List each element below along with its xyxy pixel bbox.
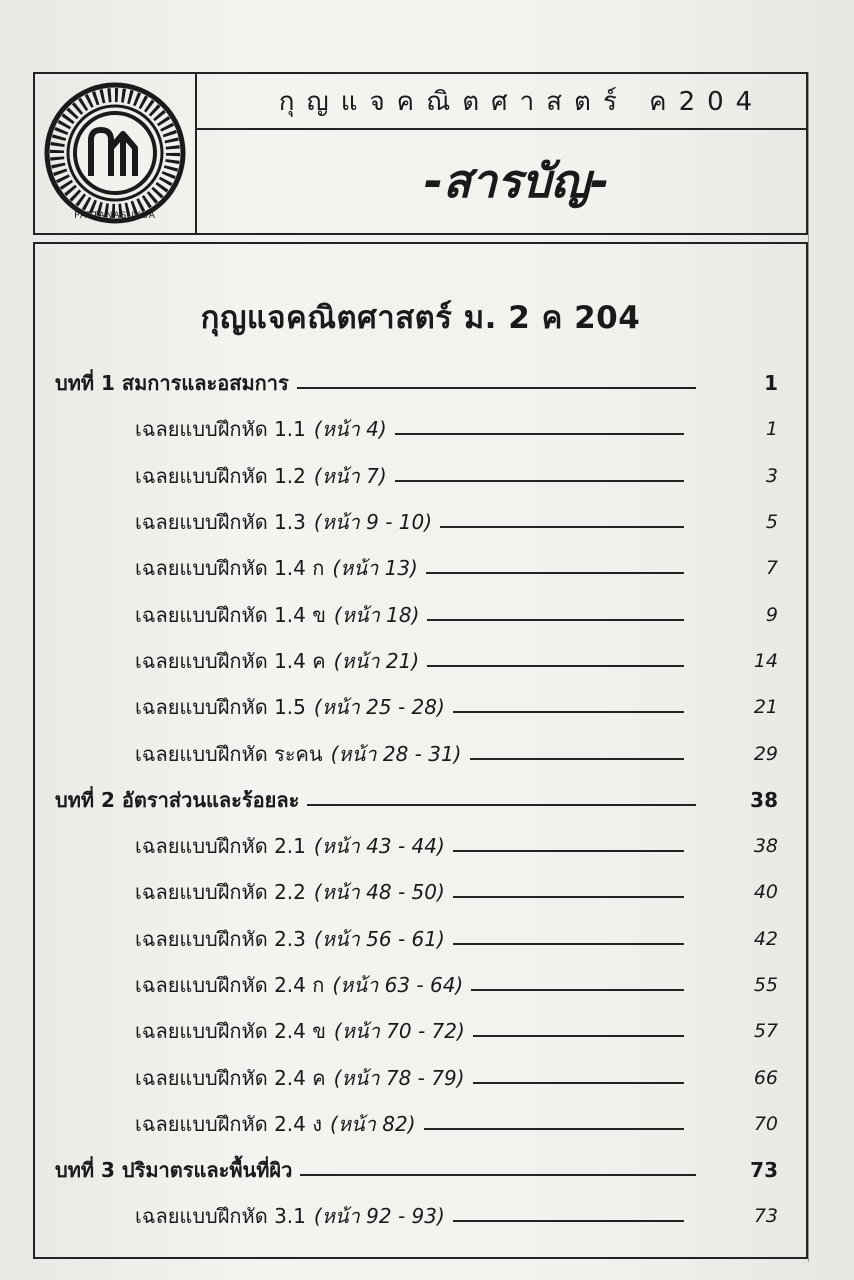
toc-entry-label: เฉลยแบบฝึกหัด 1.1 bbox=[135, 417, 306, 442]
toc-page-number: 38 bbox=[750, 787, 778, 812]
toc-chapter-row bbox=[35, 1147, 806, 1193]
toc-heading: -สารบัญ- bbox=[423, 154, 610, 208]
toc-exercise-row bbox=[35, 1193, 806, 1239]
toc-exercise-row bbox=[35, 1008, 806, 1054]
toc-leader-line bbox=[473, 1082, 684, 1084]
toc-entry-label: เฉลยแบบฝึกหัด 1.4 ข bbox=[135, 602, 326, 627]
toc-entry-pageref: (หน้า 4) bbox=[313, 417, 387, 442]
toc-page-number: 70 bbox=[753, 1112, 778, 1135]
book-title: กุญแจคณิตศาสตร์ ม. 2 ค 204 bbox=[200, 300, 641, 336]
toc-entry-pageref: (หน้า 82) bbox=[330, 1111, 416, 1136]
toc-page-number: 21 bbox=[753, 696, 778, 719]
toc-exercise-row bbox=[35, 638, 806, 684]
toc-exercise-row bbox=[35, 1054, 806, 1100]
toc-entry-pageref: (หน้า 28 - 31) bbox=[330, 741, 462, 766]
toc-leader-line bbox=[453, 850, 684, 852]
toc-leader-line bbox=[470, 758, 685, 760]
toc-entry-pageref: (หน้า 43 - 44) bbox=[313, 834, 445, 859]
toc-leader-line bbox=[307, 804, 696, 806]
toc-entry-label: เฉลยแบบฝึกหัด 2.4 ง bbox=[135, 1111, 323, 1136]
toc-entry-label: เฉลยแบบฝึกหัด 1.4 ค bbox=[135, 648, 326, 673]
toc-entry-label: เฉลยแบบฝึกหัด 1.3 bbox=[135, 510, 306, 535]
toc-exercise-row bbox=[35, 545, 806, 591]
toc-leader-line bbox=[426, 572, 684, 574]
header-box bbox=[33, 72, 808, 235]
toc-page-number: 38 bbox=[753, 835, 778, 858]
toc-entry-label: เฉลยแบบฝึกหัด 2.4 ค bbox=[135, 1065, 326, 1090]
toc-entry-pageref: (หน้า 92 - 93) bbox=[313, 1204, 445, 1229]
toc-leader-line bbox=[424, 1128, 684, 1130]
toc-entry-pageref: (หน้า 25 - 28) bbox=[313, 695, 445, 720]
toc-entry-label: บทที่ 2 อัตราส่วนและร้อยละ bbox=[55, 787, 300, 812]
toc-entry-label: เฉลยแบบฝึกหัด 1.2 bbox=[135, 463, 306, 488]
toc-leader-line bbox=[473, 1035, 684, 1037]
toc-leader-line bbox=[297, 387, 696, 389]
toc-exercise-row bbox=[35, 591, 806, 637]
toc-leader-line bbox=[440, 526, 684, 528]
toc-leader-line bbox=[300, 1174, 696, 1176]
toc-entry-pageref: (หน้า 9 - 10) bbox=[313, 510, 433, 535]
toc-page-number: 7 bbox=[765, 557, 778, 580]
toc-entry-label: บทที่ 3 ปริมาตรและพื้นที่ผิว bbox=[55, 1158, 293, 1183]
toc-entry-label: เฉลยแบบฝึกหัด 2.2 bbox=[135, 880, 306, 905]
toc-content-box bbox=[33, 242, 808, 1259]
seal-ring-text: PATTANASUKSA bbox=[74, 211, 156, 221]
toc-exercise-row bbox=[35, 453, 806, 499]
page-edge-divider bbox=[808, 72, 813, 1262]
toc-page-number: 29 bbox=[753, 742, 778, 765]
toc-page-number: 57 bbox=[753, 1020, 778, 1043]
toc-chapter-row bbox=[35, 777, 806, 823]
toc-exercise-row bbox=[35, 916, 806, 962]
toc-leader-line bbox=[395, 480, 684, 482]
toc-page-number: 1 bbox=[765, 418, 778, 441]
toc-entry-label: เฉลยแบบฝึกหัด 2.4 ข bbox=[135, 1019, 326, 1044]
toc-exercise-row bbox=[35, 823, 806, 869]
toc-entry-pageref: (หน้า 18) bbox=[333, 602, 420, 627]
toc-entry-label: เฉลยแบบฝึกหัด 2.4 ก bbox=[135, 973, 325, 997]
toc-leader-line bbox=[427, 619, 684, 621]
toc-entry-pageref: (หน้า 21) bbox=[333, 648, 420, 673]
toc-page-number: 3 bbox=[765, 464, 778, 487]
toc-entry-pageref: (หน้า 78 - 79) bbox=[333, 1065, 465, 1090]
toc-leader-line bbox=[395, 433, 684, 435]
toc-page-number: 55 bbox=[753, 974, 778, 996]
toc-leader-line bbox=[453, 711, 684, 713]
toc-leader-line bbox=[453, 1220, 684, 1222]
toc-page-number: 73 bbox=[750, 1158, 778, 1183]
toc-entry-label: เฉลยแบบฝึกหัด 2.1 bbox=[135, 834, 306, 859]
toc-entry-label: เฉลยแบบฝึกหัด ระคน bbox=[135, 741, 323, 766]
toc-exercise-row bbox=[35, 1101, 806, 1147]
toc-exercise-row bbox=[35, 406, 806, 452]
toc-entry-pageref: (หน้า 70 - 72) bbox=[333, 1019, 465, 1044]
toc-exercise-row bbox=[35, 730, 806, 776]
toc-page-number: 14 bbox=[753, 649, 778, 672]
toc-exercise-row bbox=[35, 684, 806, 730]
toc-entry-label: เฉลยแบบฝึกหัด 1.4 ก bbox=[135, 556, 325, 581]
toc-list bbox=[35, 360, 806, 1240]
toc-entry-pageref: (หน้า 7) bbox=[313, 463, 387, 488]
toc-page-number: 42 bbox=[753, 927, 778, 950]
toc-leader-line bbox=[471, 989, 684, 991]
toc-page-number: 1 bbox=[764, 371, 778, 396]
toc-page-number: 66 bbox=[753, 1066, 778, 1089]
toc-exercise-row bbox=[35, 962, 806, 1008]
toc-entry-pageref: (หน้า 63 - 64) bbox=[332, 973, 464, 997]
toc-chapter-row bbox=[35, 360, 806, 406]
toc-exercise-row bbox=[35, 869, 806, 915]
toc-entry-pageref: (หน้า 13) bbox=[332, 556, 418, 581]
toc-entry-pageref: (หน้า 56 - 61) bbox=[313, 926, 445, 951]
toc-exercise-row bbox=[35, 499, 806, 545]
toc-page-number: 5 bbox=[765, 511, 778, 534]
toc-leader-line bbox=[453, 896, 684, 898]
toc-leader-line bbox=[427, 665, 684, 667]
toc-page-number: 9 bbox=[765, 603, 778, 626]
toc-page-number: 73 bbox=[753, 1205, 778, 1228]
toc-entry-label: เฉลยแบบฝึกหัด 3.1 bbox=[135, 1204, 306, 1229]
header-title: กุญแจคณิตศาสตร์ ค204 bbox=[197, 74, 806, 130]
toc-entry-pageref: (หน้า 48 - 50) bbox=[313, 880, 445, 905]
logo-cell bbox=[35, 74, 197, 233]
toc-leader-line bbox=[453, 943, 684, 945]
toc-entry-label: เฉลยแบบฝึกหัด 2.3 bbox=[135, 926, 306, 951]
toc-entry-label: บทที่ 1 สมการและอสมการ bbox=[55, 371, 289, 396]
toc-page-number: 40 bbox=[753, 881, 778, 904]
toc-entry-label: เฉลยแบบฝึกหัด 1.5 bbox=[135, 695, 306, 720]
publisher-seal-icon bbox=[39, 78, 191, 228]
